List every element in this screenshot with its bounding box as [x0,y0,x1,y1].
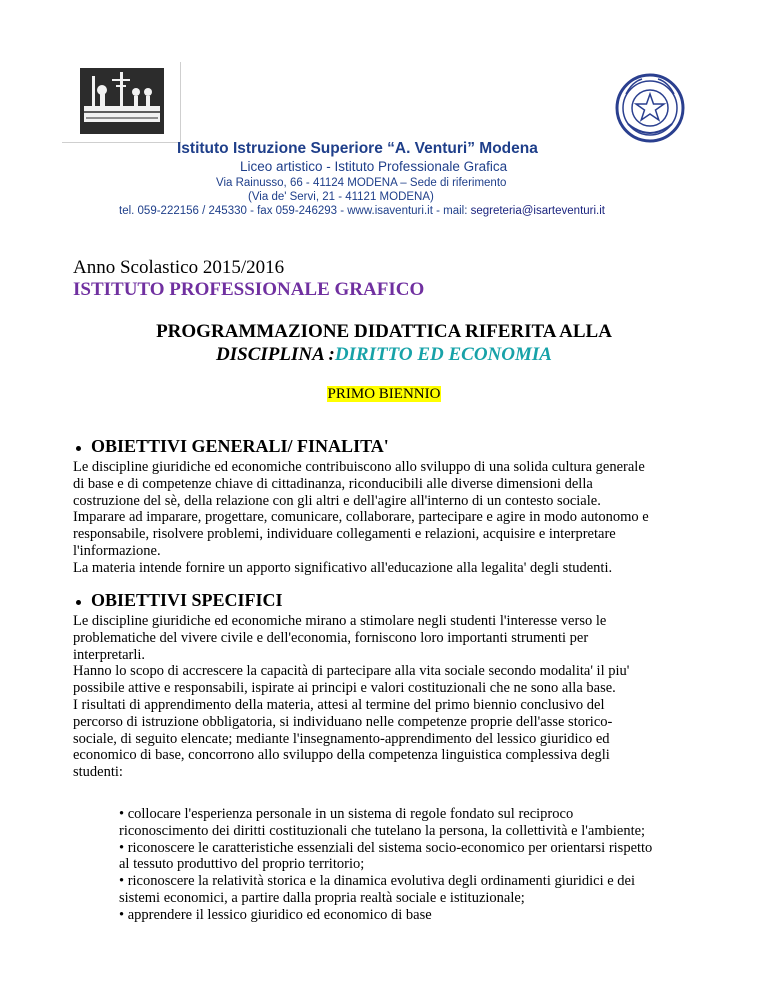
bullet-icon [76,600,81,605]
school-year: Anno Scolastico 2015/2016 [73,257,285,278]
institute-address: Via Rainusso, 66 - 41124 MODENA – Sede di riferimento [216,177,507,189]
republic-emblem [612,70,688,146]
text-line: Hanno lo scopo di accrescere la capacità di partecipare alla vita sociale secondo modalita' il piu' [73,663,630,680]
list-item-continuation: riconoscimento dei diritti costituzionali che tutelano la persona, la collettività e l'ambiente; [119,822,646,839]
document-title: PROGRAMMAZIONE DIDATTICA RIFERITA ALLA [156,321,612,342]
list-item-continuation: sistemi economici, a partire dalla propria realtà sociale e istituzionale; [119,889,525,906]
text-line: costruzione del sè, della relazione con gli altri e dell'agire all'interno di un contesto sociale. [73,492,601,509]
text-line: percorso di istruzione obbligatoria, si individuano nelle competenze proprie dell'asse storico- [73,713,613,730]
school-logo [62,62,181,143]
institute-contact [119,205,605,217]
discipline-name: DIRITTO ED ECONOMIA [334,344,552,365]
text-line: problematiche del vivere civile e dell'economia, forniscono loro importanti strumenti per [73,629,589,646]
emblem-image [612,70,688,146]
text-line: Le discipline giuridiche ed economiche mirano a stimolare negli studenti l'interesse verso le [73,613,607,629]
list-item: • collocare l'esperienza personale in un sistema di regole fondato sul reciproco [119,806,574,822]
text-line: Imparare ad imparare, progettare, comunicare, collaborare, partecipare e agire in modo autonomo e [73,509,649,526]
biennio-label-row [0,385,768,403]
institute-name: Istituto Istruzione Superiore “A. Venturi” Modena [177,140,538,157]
section-general-body [73,459,705,577]
school-type: ISTITUTO PROFESSIONALE GRAFICO [73,279,425,300]
institute-address-secondary: (Via de' Servi, 21 - 41121 MODENA) [248,191,434,203]
biennio-label: PRIMO BIENNIO [327,386,441,402]
section-heading-text: OBIETTIVI SPECIFICI [91,590,283,610]
contact-text: tel. 059-222156 / 245330 - fax 059-246293 - www.isaventuri.it - mail: [119,205,471,217]
list-item: • riconoscere la relatività storica e la dinamica evolutiva degli ordinamenti giuridici e dei [119,873,636,890]
discipline-prefix: DISCIPLINA : [216,344,335,365]
bullet-icon [76,446,81,451]
list-item-continuation: al tessuto produttivo del proprio territorio; [119,856,365,873]
text-line: possibile attive e responsabili, ispirate ai principi e valori costituzionali che ne sono alla base. [73,680,616,697]
document-discipline [0,344,768,366]
school-logo-image [62,62,180,142]
text-line: La materia intende fornire un apporto significativo all'educazione alla legalita' degli studenti. [73,559,613,576]
text-line: responsabile, risolvere problemi, individuare collegamenti e relazioni, acquisire e interpretare [73,526,616,543]
text-line: Le discipline giuridiche ed economiche contribuiscono allo sviluppo di una solida cultura generale [73,459,645,475]
contact-email[interactable]: segreteria@isarteventuri.it [470,205,605,217]
text-line: interpretarli. [73,646,146,663]
list-item: • apprendere il lessico giuridico ed economico di base [119,906,432,923]
section-specific-body [73,613,705,781]
section-heading-text: OBIETTIVI GENERALI/ FINALITA' [91,436,389,456]
text-line: I risultati di apprendimento della materia, attesi al termine del primo biennio conclusivo del [73,696,605,713]
text-line: l'informazione. [73,542,161,559]
text-line: di base e di competenze chiave di cittadinanza, riconducibili alle diverse dimensioni della [73,475,593,492]
text-line: studenti: [73,764,123,781]
institute-subtitle: Liceo artistico - Istituto Professionale Grafica [240,159,508,174]
text-line: sociale, di seguito elencate; mediante l'insegnamento-apprendimento del lessico giuridico ed [73,730,610,747]
text-line: economico di base, concorrono allo sviluppo della competenza linguistica complessiva degli [73,747,610,764]
list-item: • riconoscere le caratteristiche essenziali del sistema socio-economico per orientarsi rispetto [119,839,653,856]
competence-list [119,806,709,924]
